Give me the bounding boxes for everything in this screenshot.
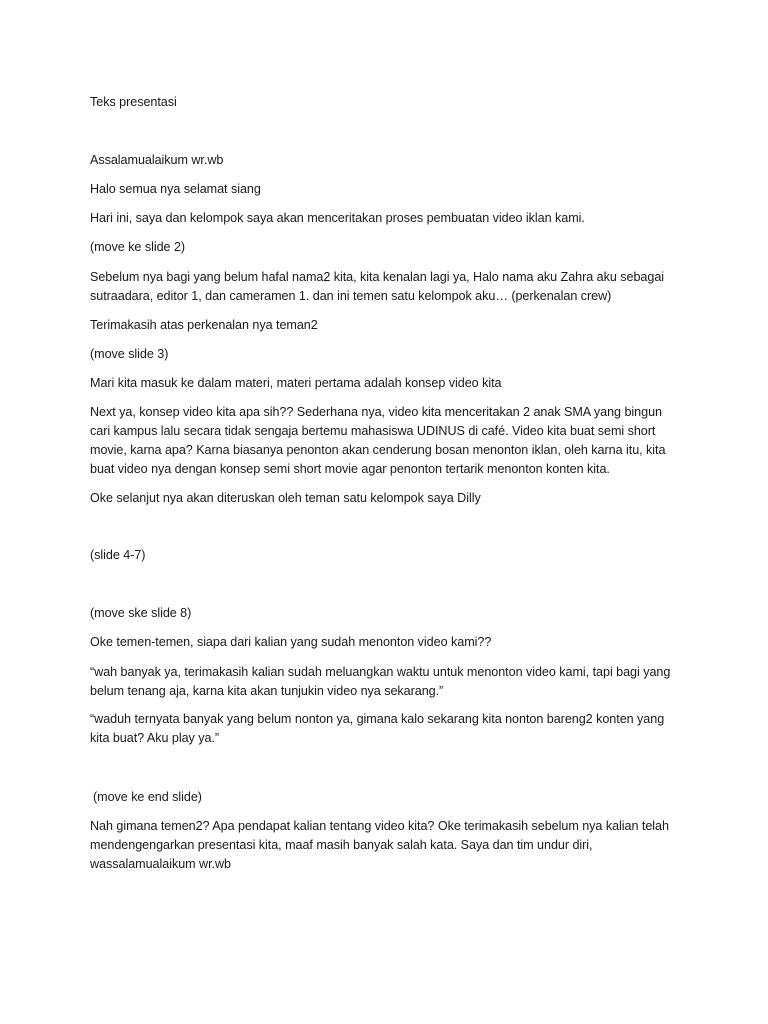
- paragraph-quote-many: “wah banyak ya, terimakasih kalian sudah meluangkan waktu untuk menonton video kami, tapi bagi yang belum tenang aja, karna kita akan tunjukin video nya sekarang.”: [90, 665, 671, 698]
- paragraph-crew-intro: Sebelum nya bagi yang belum hafal nama2 kita, kita kenalan lagi ya, Halo nama aku Zahra aku sebagai sutraadara, editor 1, dan cameramen 1. dan ini temen satu kelompok aku… (perkenalan crew): [90, 270, 665, 303]
- paragraph-quote-play: “waduh ternyata banyak yang belum nonton ya, gimana kalo sekarang kita nonton bareng2 konten yang kita buat? Aku play ya.”: [90, 712, 665, 745]
- paragraph-end-slide-cue: (move ke end slide): [93, 790, 202, 804]
- paragraph-material: Mari kita masuk ke dalam materi, materi pertama adalah konsep video kita: [90, 376, 502, 390]
- paragraph-hello: Halo semua nya selamat siang: [90, 182, 261, 196]
- paragraph-slide-4-7-cue: (slide 4-7): [90, 548, 146, 562]
- paragraph-slide-2-cue: (move ke slide 2): [90, 240, 186, 254]
- paragraph-thanks: Terimakasih atas perkenalan nya teman2: [90, 318, 318, 332]
- document-title: Teks presentasi: [90, 95, 177, 109]
- paragraph-concept: Next ya, konsep video kita apa sih?? Sederhana nya, video kita menceritakan 2 anak SMA yang bingun cari kampus lalu secara tidak sengaja bertemu mahasiswa UDINUS di café. Video kita buat semi short movie, karna apa? Karna biasanya penonton akan cenderung bosan menonton iklan, oleh karna itu, kita buat video nya dengan konsep semi short movie agar penonton tertarik menonton konten kita.: [90, 405, 666, 476]
- paragraph-handover: Oke selanjut nya akan diteruskan oleh teman satu kelompok saya Dilly: [90, 491, 481, 505]
- paragraph-closing: Nah gimana temen2? Apa pendapat kalian tentang video kita? Oke terimakasih sebelum nya kalian telah mendengengarkan presentasi kita, maaf masih banyak salah kata. Saya dan tim undur diri, wassalamualaikum wr.wb: [90, 819, 669, 871]
- paragraph-slide-3-cue: (move slide 3): [90, 347, 169, 361]
- paragraph-slide-8-cue: (move ske slide 8): [90, 606, 192, 620]
- paragraph-question: Oke temen-temen, siapa dari kalian yang sudah menonton video kami??: [90, 635, 492, 649]
- paragraph-intro: Hari ini, saya dan kelompok saya akan menceritakan proses pembuatan video iklan kami.: [90, 211, 585, 225]
- paragraph-greeting: Assalamualaikum wr.wb: [90, 153, 224, 167]
